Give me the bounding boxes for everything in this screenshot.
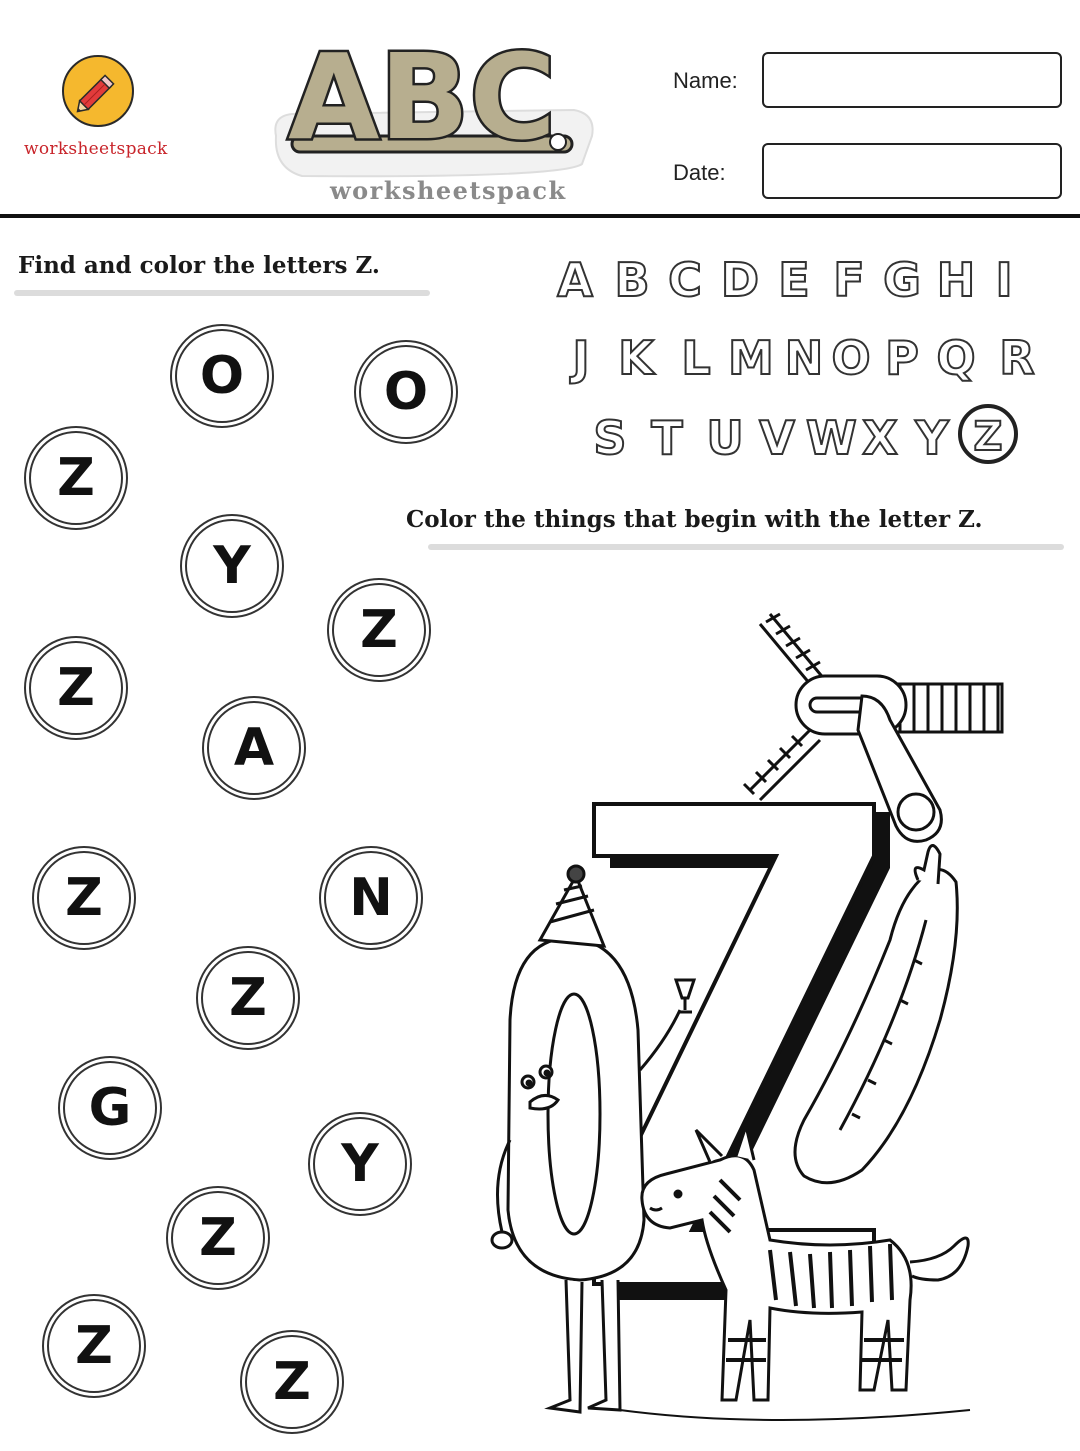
find-instruction: Find and color the letters Z.	[18, 252, 380, 279]
color-instruction: Color the things that begin with the letter Z.	[406, 506, 983, 533]
pencil-logo-icon	[62, 55, 134, 127]
letter-bubble[interactable]	[240, 1330, 344, 1434]
bubble-letter: Z	[201, 951, 295, 1045]
bubble-letter: O	[359, 345, 453, 439]
letter-bubble[interactable]	[170, 324, 274, 428]
alphabet-letter: P	[885, 331, 919, 385]
letter-bubble[interactable]	[180, 514, 284, 618]
letter-bubble[interactable]	[319, 846, 423, 950]
bubble-letter: Z	[245, 1335, 339, 1429]
letter-bubble[interactable]	[354, 340, 458, 444]
alphabet-letter: G	[883, 253, 921, 307]
bubble-letter: Z	[29, 641, 123, 735]
bubble-letter: A	[207, 701, 301, 795]
letter-bubble[interactable]	[196, 946, 300, 1050]
brand-name: worksheetspack	[24, 139, 168, 159]
z-illustration	[470, 600, 1070, 1440]
alphabet-letter: O	[831, 331, 871, 385]
bubble-letter: G	[63, 1061, 157, 1155]
abc-caption: worksheetspack	[330, 176, 567, 205]
bubble-letter: Z	[332, 583, 426, 677]
brush-underline	[14, 290, 430, 296]
name-field[interactable]	[762, 52, 1062, 108]
letter-bubble[interactable]	[308, 1112, 412, 1216]
date-field[interactable]	[762, 143, 1062, 199]
bubble-letter: Z	[29, 431, 123, 525]
alphabet-letter: I	[995, 253, 1013, 307]
alphabet-letter: Y	[915, 411, 949, 465]
bubble-letter: Y	[313, 1117, 407, 1211]
alphabet-letter: M	[728, 331, 774, 385]
letter-bubble[interactable]	[166, 1186, 270, 1290]
alphabet-letter: Q	[936, 331, 976, 385]
header-divider	[0, 214, 1080, 218]
brush-underline	[428, 544, 1064, 550]
svg-text:ABC: ABC	[288, 28, 556, 166]
letter-bubble[interactable]	[32, 846, 136, 950]
bubble-letter: N	[324, 851, 418, 945]
abc-title-logo	[262, 18, 602, 188]
bubble-letter: Y	[185, 519, 279, 613]
date-label: Date:	[673, 160, 726, 185]
alphabet-letter: B	[614, 253, 650, 307]
alphabet-letter: N	[784, 331, 824, 385]
letter-bubble[interactable]	[58, 1056, 162, 1160]
bubble-letter: Z	[47, 1299, 141, 1393]
alphabet-letter: J	[572, 331, 590, 385]
alphabet-letter: L	[681, 331, 711, 385]
alphabet-letter: A	[557, 253, 593, 307]
alphabet-letter: W	[806, 411, 857, 465]
alphabet-letter: D	[720, 253, 760, 307]
alphabet-target-letter: Z	[958, 404, 1018, 464]
alphabet-letter: S	[593, 411, 627, 465]
alphabet-letter: T	[651, 411, 683, 465]
alphabet-letter: E	[778, 253, 810, 307]
bubble-letter: Z	[171, 1191, 265, 1285]
letter-bubble[interactable]	[24, 426, 128, 530]
alphabet-letter: K	[618, 331, 654, 385]
bubble-letter: O	[175, 329, 269, 423]
alphabet-letter: R	[999, 331, 1035, 385]
alphabet-letter: V	[759, 411, 795, 465]
letter-bubble[interactable]	[327, 578, 431, 682]
letter-bubble[interactable]	[202, 696, 306, 800]
letter-bubble[interactable]	[24, 636, 128, 740]
alphabet-letter: F	[833, 253, 865, 307]
letter-bubble[interactable]	[42, 1294, 146, 1398]
alphabet-letter: C	[668, 253, 702, 307]
bubble-letter: Z	[37, 851, 131, 945]
alphabet-letter: H	[936, 253, 976, 307]
alphabet-letter: U	[706, 411, 744, 465]
name-label: Name:	[673, 68, 738, 93]
alphabet-letter: X	[862, 411, 898, 465]
